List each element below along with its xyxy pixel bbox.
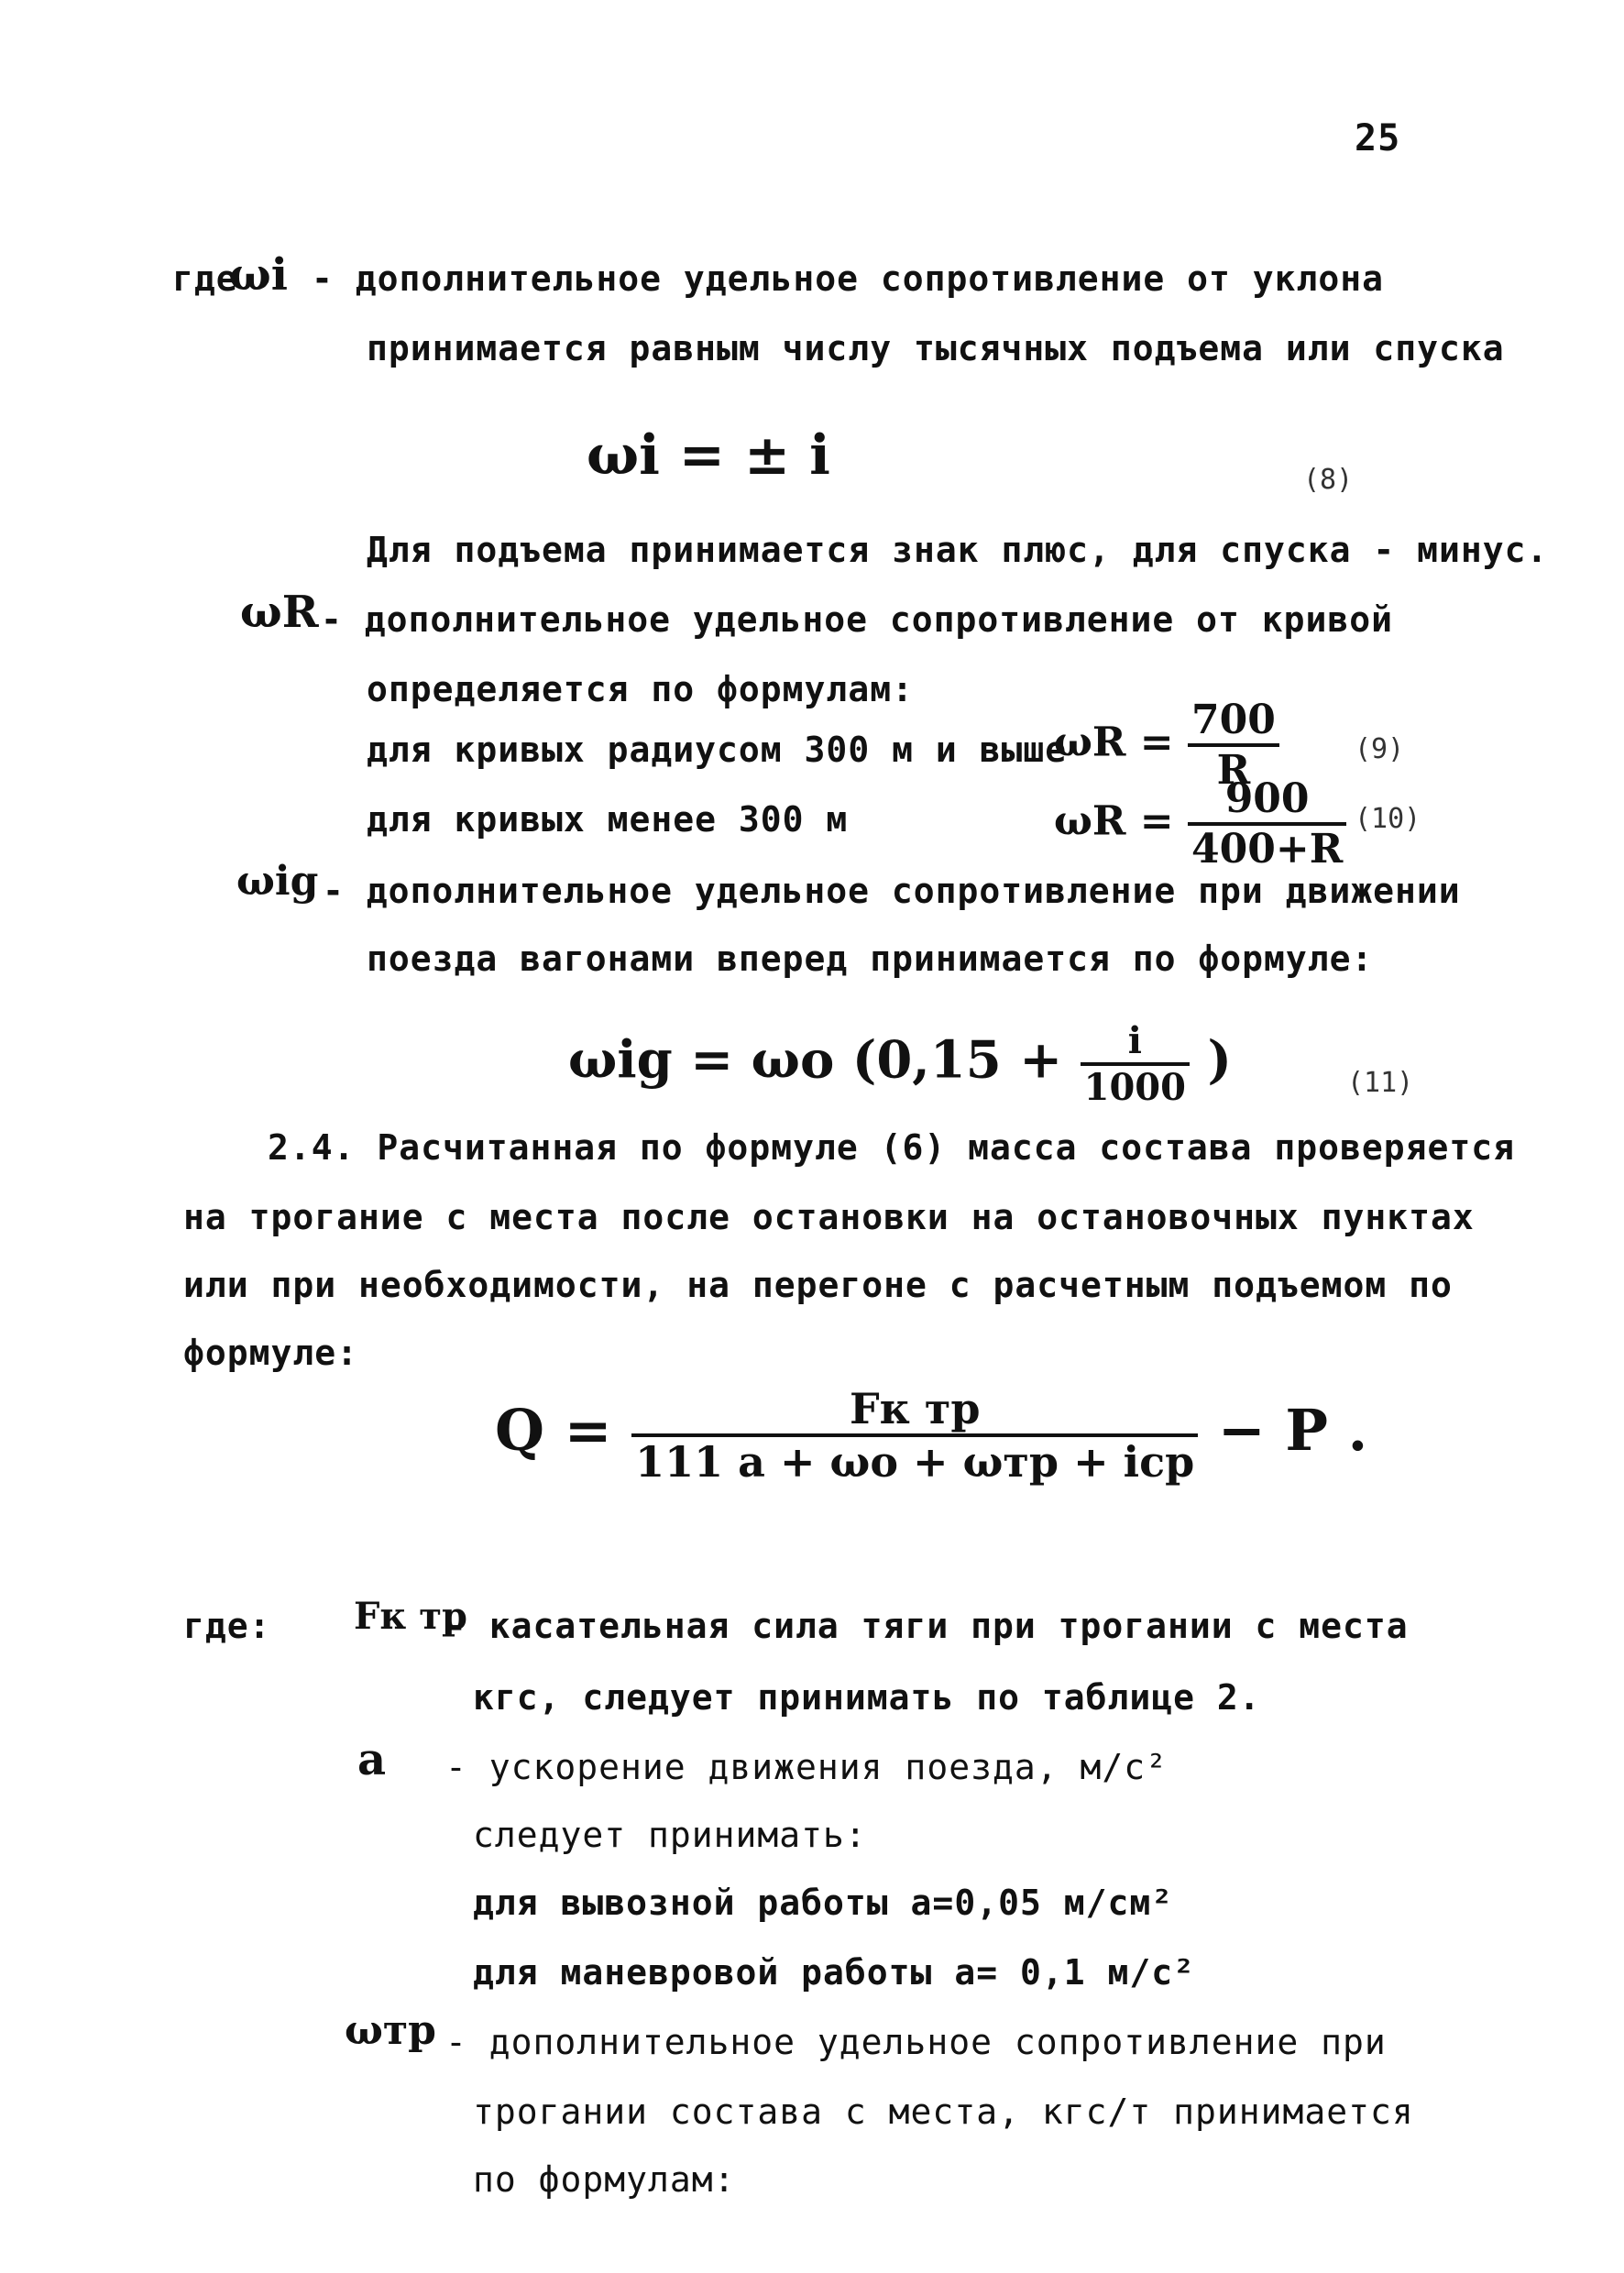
formula-q-numerator: Fк тр [631, 1384, 1198, 1437]
section-2-4-line3: или при необходимости, на перегоне с расчетным подъемом по [183, 1265, 1453, 1305]
omega-ig-def-line1: - дополнительное удельное сопротивление при движении [323, 871, 1461, 911]
omega-i-def-line2: принимается равным числу тысячных подъема или спуска [367, 328, 1505, 368]
omega-r-def-line2: определяется по формулам: [367, 669, 914, 709]
formula-9-numerator: 700 [1188, 697, 1279, 747]
formula-10 [1054, 775, 1346, 873]
omega-r-def-line1: - дополнительное удельное сопротивление от кривой [321, 599, 1394, 640]
omega-ig-symbol: ωig [236, 858, 319, 905]
omega-tr-def-line1: - дополнительное удельное сопротивление при [445, 2022, 1387, 2062]
formula-10-lhs: ωR = [1054, 797, 1174, 845]
formula-q-lhs: Q = [495, 1397, 612, 1464]
formula-11-denominator: 1000 [1083, 1066, 1186, 1109]
omega-tr-def-line2: трогании состава с места, кгс/т принимается [473, 2092, 1414, 2132]
page-number: 25 [1355, 117, 1401, 159]
a-def-line3: для вывозной работы а=0,05 м/см² [473, 1883, 1174, 1923]
formula-9-number: (9) [1355, 733, 1405, 765]
sign-rule-line: Для подъема принимается знак плюс, для спуска - минус. [367, 530, 1549, 570]
formula-10-number: (10) [1355, 803, 1421, 835]
formula-11-fraction [1081, 1019, 1190, 1109]
formula-q-denominator: 111 a + ωo + ωтр + iср [635, 1437, 1195, 1487]
formula-11-number: (11) [1347, 1067, 1414, 1099]
a-def-line4: для маневровой работы а= 0,1 м/с² [473, 1952, 1195, 1993]
omega-tr-def-line3: по формулам: [473, 2159, 736, 2200]
f-k-tr-def-line2: кгс, следует принимать по таблице 2. [473, 1677, 1261, 1718]
omega-i-symbol: ωi [229, 249, 288, 301]
formula-11-left: ωig = ωo (0,15 + [568, 1029, 1063, 1091]
f-k-tr-def-line1: - касательная сила тяги при трогании с места [445, 1606, 1409, 1646]
formula-11-numerator: i [1081, 1019, 1190, 1066]
formula-11 [568, 1019, 1232, 1109]
formula-8: ωi = ± i [587, 423, 830, 488]
formula-10-fraction [1188, 775, 1346, 873]
formula-10-numerator: 900 [1188, 775, 1346, 826]
gde-label: где [172, 258, 238, 299]
formula-11-right: ) [1207, 1029, 1232, 1091]
curve-below-300-line: для кривых менее 300 м [367, 799, 849, 840]
formula-q-fraction [631, 1384, 1198, 1487]
formula-q [495, 1384, 1367, 1487]
formula-9-lhs: ωR = [1054, 719, 1174, 766]
a-def-line1: - ускорение движения поезда, м/с² [445, 1747, 1168, 1787]
gde-label-2: где: [183, 1606, 271, 1646]
section-2-4-line1: 2.4. Расчитанная по формуле (6) масса состава проверяется [268, 1127, 1516, 1168]
formula-8-number: (8) [1303, 464, 1354, 496]
curve-300-above-line: для кривых радиусом 300 м и выше [367, 730, 1068, 770]
section-2-4-line4: формуле: [183, 1333, 359, 1373]
omega-r-symbol: ωR [240, 587, 319, 638]
formula-10-denominator: 400+R [1191, 826, 1344, 873]
f-k-tr-symbol: Fк тр [354, 1595, 467, 1638]
a-def-line2: следует принимать: [473, 1815, 867, 1855]
omega-i-def-line1: - дополнительное удельное сопротивление от уклона [312, 258, 1385, 299]
section-2-4-line2: на трогание с места после остановки на остановочных пунктах [183, 1197, 1475, 1237]
a-symbol: a [357, 1734, 387, 1785]
omega-tr-symbol: ωтр [345, 2007, 436, 2054]
formula-9-denominator: R [1216, 747, 1251, 794]
formula-q-rhs: − P . [1217, 1397, 1368, 1464]
omega-ig-def-line2: поезда вагонами вперед принимается по формуле: [367, 939, 1374, 979]
